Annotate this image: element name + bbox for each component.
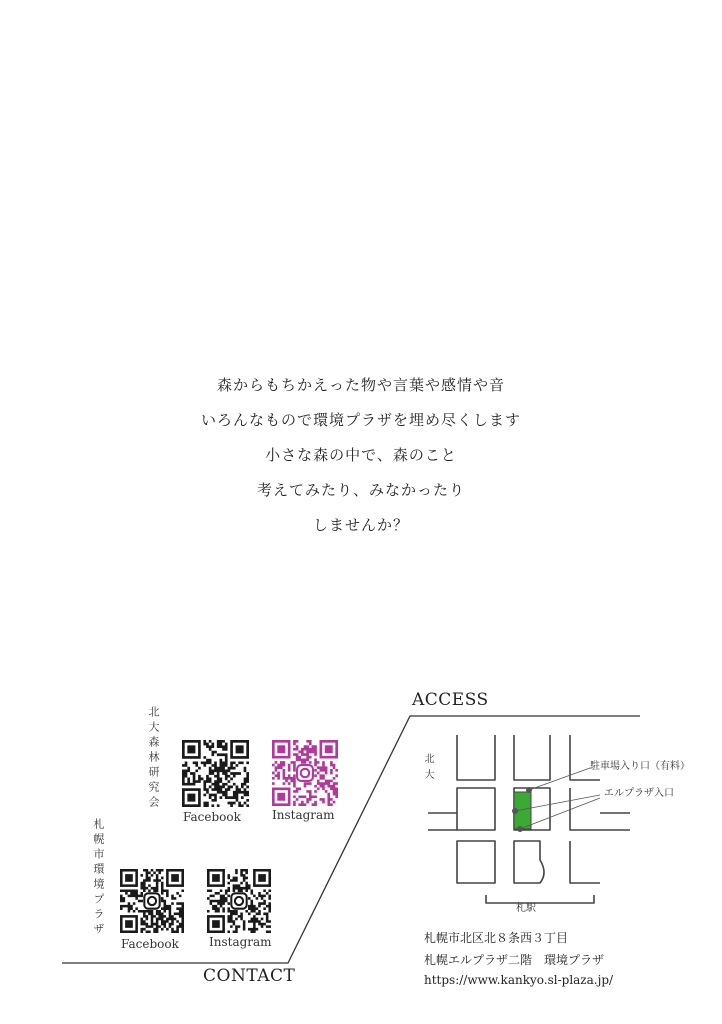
contact-heading: CONTACT	[203, 966, 296, 986]
instagram-label-org1: Instagram	[272, 808, 335, 822]
poem-line: いろんなもので環境プラザを埋め尽くします	[200, 411, 521, 429]
poem-line: 小さな森の中で、森のこと	[265, 446, 457, 464]
address-line-1: 札幌市北区北８条西３丁目	[424, 931, 569, 945]
parking-entrance-marker	[526, 787, 532, 793]
poem-line: 考えてみたり、みなかったり	[256, 481, 465, 499]
facebook-label-org2: Facebook	[121, 937, 179, 951]
qr-code-instagram-org2[interactable]	[207, 869, 271, 933]
hokudai-label: 北大	[422, 753, 433, 785]
access-heading: ACCESS	[412, 690, 489, 710]
entrance-marker	[517, 826, 523, 832]
poem-line: しませんか？	[312, 516, 409, 534]
el-plaza-entrance-label: エルプラザ入口	[604, 788, 674, 799]
qr-code-facebook-org2[interactable]	[120, 869, 184, 933]
station-label: 札駅	[516, 903, 536, 914]
access-map	[420, 735, 710, 915]
website-link[interactable]: https://www.kankyo.sl-plaza.jp/	[424, 973, 614, 987]
poem-line: 森からもちかえった物や言葉や感情や音	[216, 376, 505, 394]
org1-name: 北大森林研究会	[147, 706, 160, 811]
entrance-marker	[512, 808, 518, 814]
qr-code-instagram-org1[interactable]	[272, 740, 338, 806]
org2-name: 札幌市環境プラザ	[92, 818, 105, 938]
qr-code-facebook-org1[interactable]	[182, 740, 249, 807]
instagram-label-org2: Instagram	[209, 935, 272, 949]
address-line-2: 札幌エルプラザ二階 環境プラザ	[424, 953, 605, 967]
facebook-label-org1: Facebook	[183, 810, 241, 824]
parking-entrance-label: 駐車場入り口（有料）	[590, 761, 690, 772]
